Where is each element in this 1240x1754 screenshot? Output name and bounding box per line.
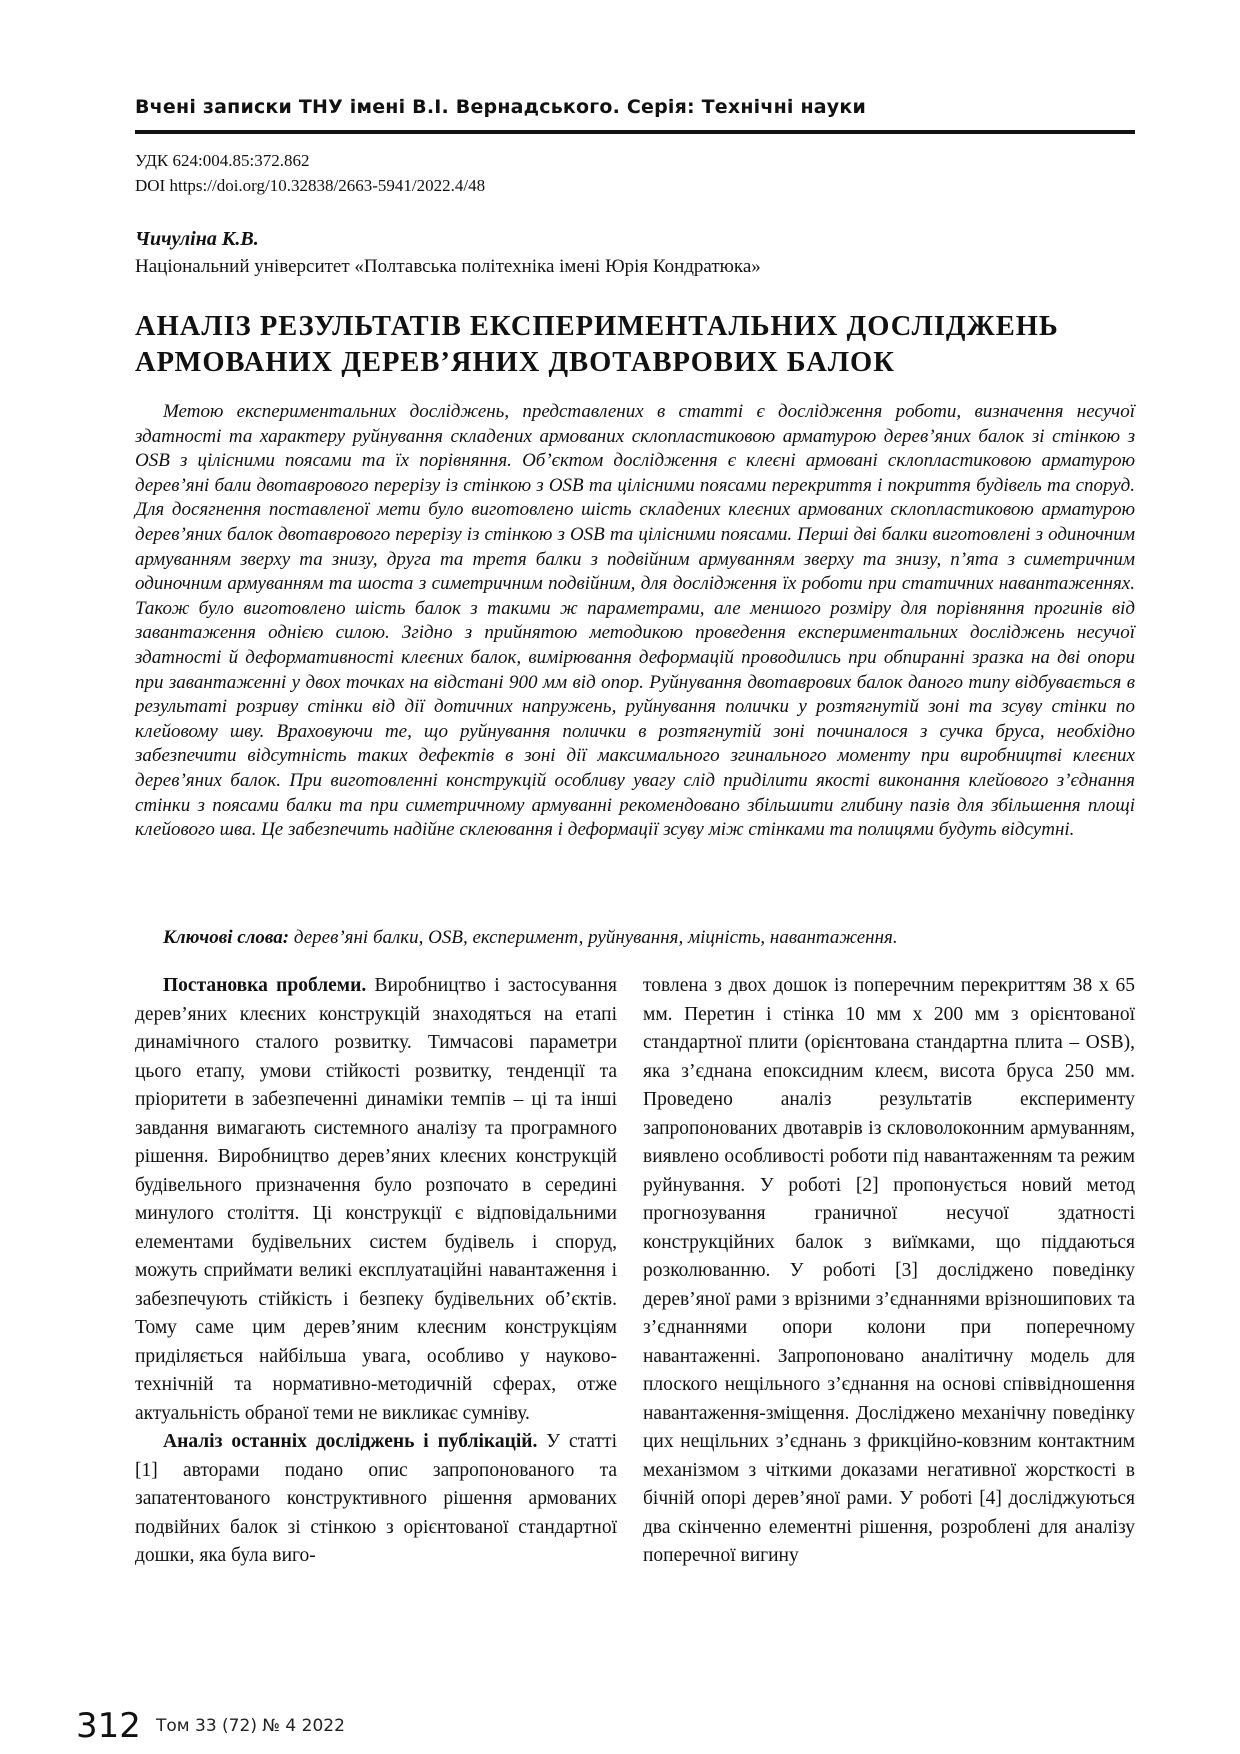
title-line-1: АНАЛІЗ РЕЗУЛЬТАТІВ ЕКСПЕРИМЕНТАЛЬНИХ ДОСЛІДЖЕНЬ bbox=[135, 311, 1059, 342]
volume-info: Том 33 (72) № 4 2022 bbox=[156, 1716, 345, 1736]
doi-link[interactable]: DOI https://doi.org/10.32838/2663-5941/2022.4/48 bbox=[135, 176, 486, 195]
title-line-2: АРМОВАНИХ ДЕРЕВ’ЯНИХ ДВОТАВРОВИХ БАЛОК bbox=[135, 347, 895, 378]
keywords bbox=[135, 926, 1135, 950]
abstract bbox=[135, 400, 1135, 843]
right-column-text: товлена з двох дошок із поперечним перекриттям 38 х 65 мм. Перетин і стінка 10 мм х 200 мм з орієнтованої стандартної плити (орієнтована стандартна плита – OSB), яка з’єднана епоксидним клеєм, висота бруса 250 мм. Проведено аналіз результатів експерименту запропонованих двотаврів із скловолоконним армуванням, виявлено особливості роботи під навантаженням та режим руйнування. У роботі [2] пропонується новий метод прогнозування граничної несучої здатності конструкційних балок з виїмками, що піддаються розколюванню. У роботі [3] досліджено поведінку дерев’яної рами з врізними з’єднаннями врізношипових та з’єднаннями опори колони при поперечному навантаженні. Запропоновано аналітичну модель для плоского нещільного з’єднання на основі співвідношення навантаження-зміщення. Досліджено механічну поведінку цих нещільних з’єднань з фрикційно-ковзним контактним механізмом з чіткими доказами негативної жорсткості в бічній опорі дерев’яної рами. У роботі [4] досліджуються два скінченно елементні рішення, розроблені для аналізу поперечної вигину bbox=[643, 975, 1135, 1566]
section-problem bbox=[135, 972, 617, 1428]
keywords-text: дерев’яні балки, OSB, експеримент, руйнування, міцність, навантаження. bbox=[289, 927, 898, 948]
section-text-analysis: У статті [1] авторами подано опис запропонованого та запатентованого конструктивного рішення армованих подвійних балок зі стінкою з орієнтованої стандартної дошки, яка була виго- bbox=[135, 1431, 617, 1566]
author-name: Чичуліна К.В. bbox=[135, 228, 259, 250]
section-analysis bbox=[135, 1428, 617, 1571]
right-column bbox=[643, 972, 1135, 1571]
article-title bbox=[135, 309, 1135, 381]
header-rule bbox=[135, 130, 1135, 134]
page-number: 312 bbox=[76, 1706, 141, 1746]
left-column bbox=[135, 972, 617, 1571]
abstract-text: Метою експериментальних досліджень, представлених в статті є дослідження роботи, визначення несучої здатності та характеру руйнування складених армованих склопластиковою арматурою дерев’яних балок зі стінкою з OSB з цілісними поясами та їх порівняння. Об’єктом дослідження є клеєні армовані склопластиковою арматурою дерев’яні бали двотаврового перерізу із стінкою з OSB та цілісними поясами перекриття і покриття будівель та споруд. Для досягнення поставленої мети було виготовлено шість складених клеєних армованих склопластиковою арматурою дерев’яних балок двотаврового перерізу із стінкою з OSB та цілісними поясами. Перші дві балки виготовлені з одиночним армуванням зверху та знизу, друга та третя балки з подвійним армуванням зверху та знизу, п’ята з симетричним одиночним армуванням та шоста з симетричним подвійним, для дослідження їх роботи при статичних навантаженнях. Також було виготовлено шість балок з такими ж параметрами, але меншого розміру для порівняння прогинів від завантаження однією силою. Згідно з прийнятою методикою проведення експериментальних досліджень несучої здатності й деформативності клеєних балок, вимірювання деформацій проводились при обпиранні зразка на дві опори при завантаженні у двох точках на відстані 900 мм від опор. Руйнування двотаврових балок даного типу відбувається в результаті розриву стінки від дії дотичних напружень, руйнування полички у розтягнутій зоні та зсуву стінки по клейовому шву. Враховуючи те, що руйнування полички в розтягнутій зоні починалося з сучка бруса, необхідно забезпечити відсутність таких дефектів в зоні дії максимального згинального моменту при виробництві клеєних дерев’яних балок. При виготовленні конструкцій особливу увагу слід приділити якості виконання клейового з’єднання стінки з поясами балки та при симетричному армуванні рекомендовано збільшити глибину пазів для збільшення площі клейового шва. Це забезпечить надійне склеювання і деформації зсуву між стінками та полицями будуть відсутні. bbox=[135, 401, 1135, 841]
author-affiliation: Національний університет «Полтавська політехніка імені Юрія Кондратюка» bbox=[135, 256, 761, 277]
page-footer bbox=[76, 1706, 345, 1746]
article-meta bbox=[135, 148, 485, 198]
journal-header: Вчені записки ТНУ імені В.І. Вернадського. Серія: Технічні науки bbox=[135, 96, 867, 118]
section-heading-analysis: Аналіз останніх досліджень і публікацій. bbox=[163, 1431, 538, 1452]
section-heading-problem: Постановка проблеми. bbox=[163, 975, 367, 996]
keywords-label: Ключові слова: bbox=[163, 927, 290, 948]
section-text-problem: Виробництво і застосування дерев’яних клеєних конструкцій знаходяться на етапі динамічного сталого розвитку. Тимчасові параметри цього етапу, умови стійкості розвитку, тенденції та пріоритети в забезпеченні динаміки темпів – ці та інші завдання вимагають системного аналізу та програмного рішення. Виробництво дерев’яних клеєних конструкцій будівельного призначення було розпочато в середині минулого століття. Ці конструкції є відповідальними елементами будівельних систем будівель і споруд, можуть сприймати великі експлуатаційні навантаження і забезпечують стійкість і безпеку будівельних об’єктів. Тому саме цим дерев’яним клеєним конструкціям приділяється найбільша увага, особливо у науково-технічній та нормативно-методичній сферах, отже актуальність обраної теми не викликає сумніву. bbox=[135, 975, 617, 1424]
udk-code: УДК 624:004.85:372.862 bbox=[135, 151, 310, 170]
